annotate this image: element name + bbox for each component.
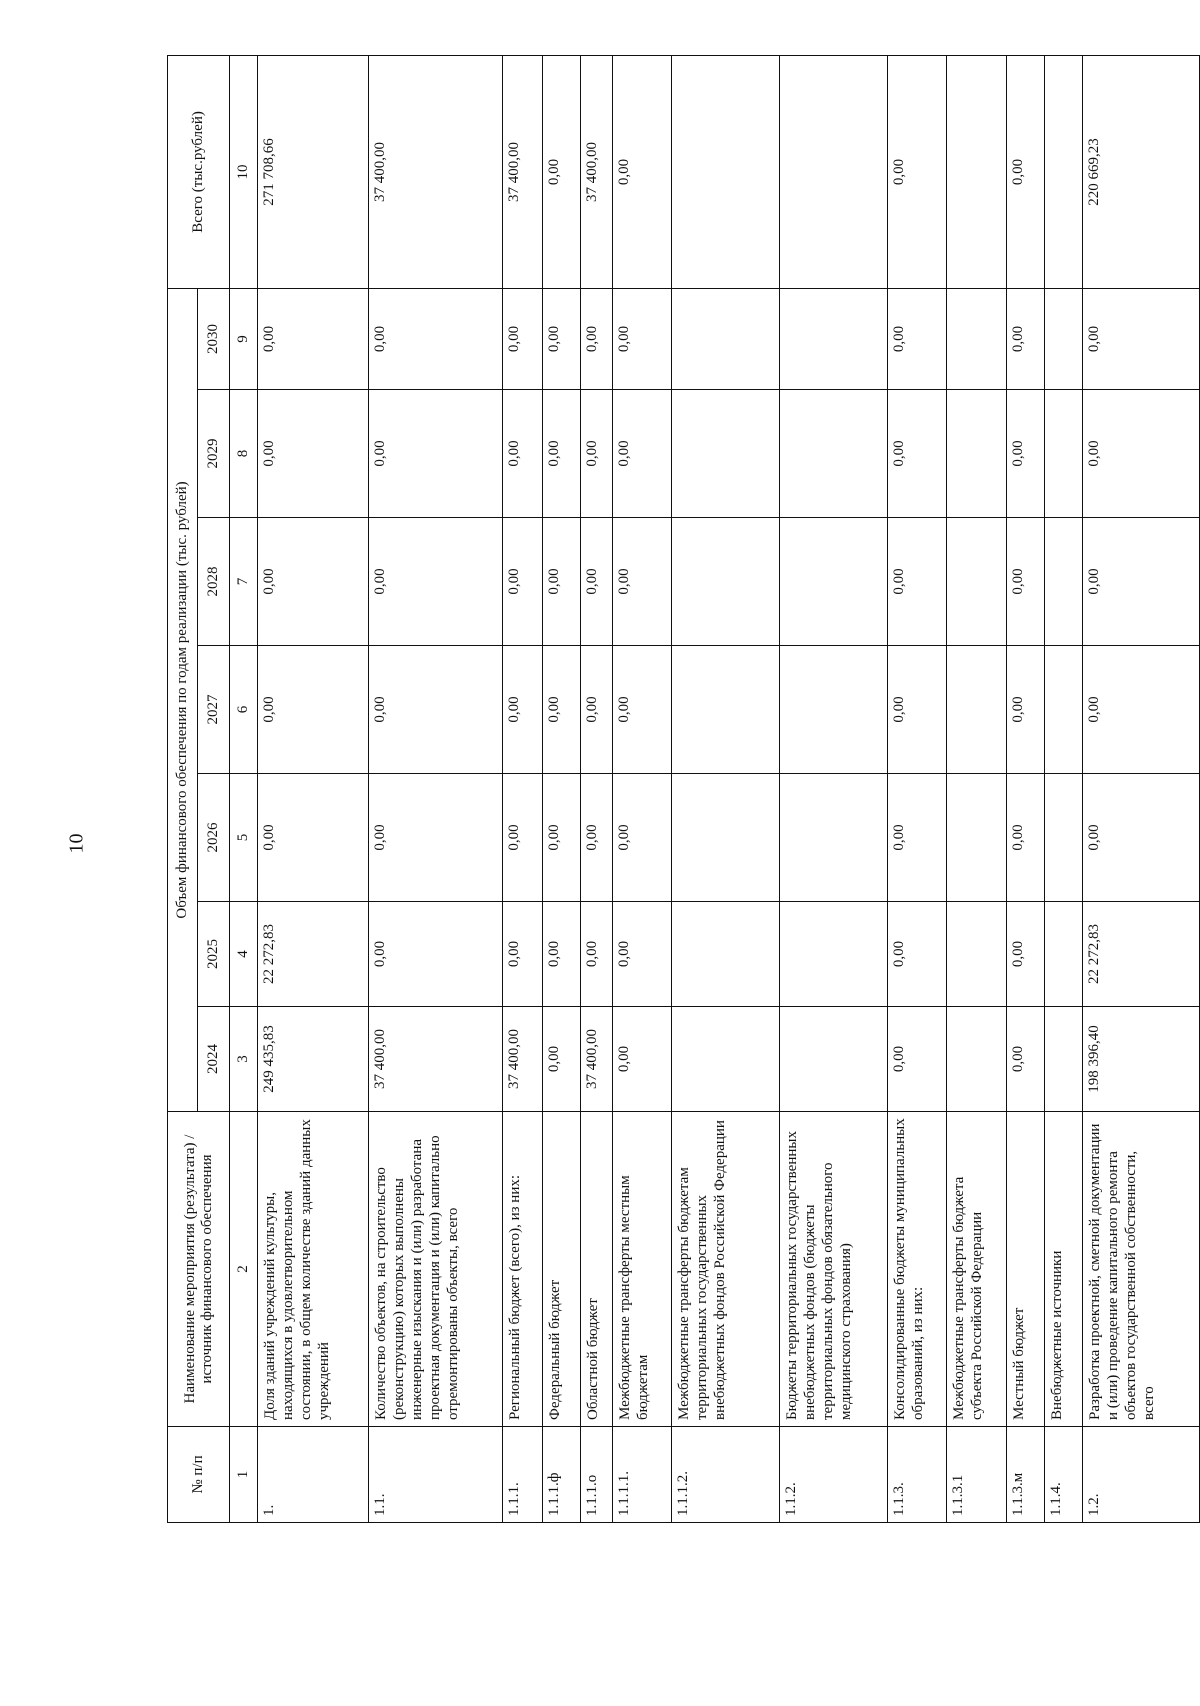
- col-header-name: Наименование мероприятия (результата) / источник финансового обеспечения: [168, 1112, 230, 1427]
- table-row: [542, 55, 580, 1522]
- col-header-year: 2026: [198, 774, 230, 902]
- col-index: 5: [230, 774, 258, 902]
- row-year-value: 0,00: [1006, 1007, 1044, 1112]
- col-index: 4: [230, 902, 258, 1007]
- row-code: 1.1.1.о: [580, 1427, 612, 1523]
- row-total-value: 0,00: [542, 55, 580, 288]
- row-name: Доля зданий учреждений культуры, находящихся в удовлетворительном состоянии, в общем количестве зданий данных учреждений: [258, 1112, 369, 1427]
- table-row: [672, 55, 779, 1522]
- row-code: 1.1.4.: [1045, 1427, 1083, 1523]
- finance-table-rotated: [167, 56, 1200, 1523]
- row-year-value: [947, 288, 1007, 389]
- row-year-value: 0,00: [1006, 646, 1044, 774]
- row-year-value: 0,00: [580, 646, 612, 774]
- row-year-value: [779, 1007, 887, 1112]
- row-total-value: [1045, 55, 1083, 288]
- col-index: 2: [230, 1112, 258, 1427]
- row-year-value: 0,00: [887, 646, 947, 774]
- row-year-value: [1045, 902, 1083, 1007]
- row-year-value: [672, 288, 779, 389]
- row-total-value: 271 708,66: [258, 55, 369, 288]
- table-row: [503, 55, 542, 1522]
- row-year-value: 22 272,83: [258, 902, 369, 1007]
- col-header-year: 2024: [198, 1007, 230, 1112]
- row-year-value: 0,00: [887, 390, 947, 518]
- row-year-value: 0,00: [612, 518, 672, 646]
- row-total-value: 0,00: [1006, 55, 1044, 288]
- row-year-value: [779, 902, 887, 1007]
- row-year-value: 0,00: [542, 390, 580, 518]
- row-year-value: 0,00: [612, 1007, 672, 1112]
- row-year-value: 0,00: [368, 646, 503, 774]
- row-name: Федеральный бюджет: [542, 1112, 580, 1427]
- row-year-value: 0,00: [368, 902, 503, 1007]
- row-year-value: 0,00: [580, 288, 612, 389]
- col-index: 8: [230, 390, 258, 518]
- row-year-value: 0,00: [1083, 288, 1200, 389]
- row-year-value: 0,00: [368, 774, 503, 902]
- col-header-total: Всего (тыс.рублей): [168, 55, 230, 288]
- row-year-value: [947, 518, 1007, 646]
- row-year-value: 0,00: [580, 518, 612, 646]
- row-name: Разработка проектной, сметной документации и (или) проведение капитального ремонта объектов государственной собственности, всего: [1083, 1112, 1200, 1427]
- row-year-value: 0,00: [542, 774, 580, 902]
- row-year-value: 0,00: [503, 902, 542, 1007]
- row-year-value: [672, 902, 779, 1007]
- row-year-value: [672, 646, 779, 774]
- table-row: [1045, 55, 1083, 1522]
- table-row: [258, 55, 369, 1522]
- row-year-value: 0,00: [1083, 646, 1200, 774]
- row-year-value: [779, 774, 887, 902]
- row-year-value: 0,00: [503, 390, 542, 518]
- col-index: 6: [230, 646, 258, 774]
- row-year-value: 0,00: [503, 774, 542, 902]
- row-code: 1.1.1.: [503, 1427, 542, 1523]
- row-year-value: 0,00: [612, 774, 672, 902]
- table-row: [947, 55, 1007, 1522]
- row-year-value: 0,00: [258, 646, 369, 774]
- row-year-value: 0,00: [612, 288, 672, 389]
- row-code: 1.1.1.1.: [612, 1427, 672, 1523]
- row-total-value: 37 400,00: [368, 55, 503, 288]
- row-year-value: 0,00: [580, 774, 612, 902]
- row-year-value: 0,00: [368, 288, 503, 389]
- row-name: Внебюджетные источники: [1045, 1112, 1083, 1427]
- row-year-value: 0,00: [542, 1007, 580, 1112]
- row-year-value: [1045, 774, 1083, 902]
- row-name: Областной бюджет: [580, 1112, 612, 1427]
- row-year-value: 0,00: [1083, 518, 1200, 646]
- row-year-value: 0,00: [368, 390, 503, 518]
- row-year-value: 37 400,00: [503, 1007, 542, 1112]
- col-header-year: 2027: [198, 646, 230, 774]
- row-year-value: 0,00: [542, 518, 580, 646]
- col-header-year: 2030: [198, 288, 230, 389]
- row-year-value: 0,00: [1006, 390, 1044, 518]
- row-year-value: 0,00: [542, 902, 580, 1007]
- row-year-value: [947, 390, 1007, 518]
- row-year-value: [672, 1007, 779, 1112]
- row-year-value: [1045, 288, 1083, 389]
- col-index: 3: [230, 1007, 258, 1112]
- row-name: Межбюджетные трансферты бюджета субъекта Российской Федерации: [947, 1112, 1007, 1427]
- table-row: [612, 55, 672, 1522]
- row-total-value: [779, 55, 887, 288]
- row-year-value: 0,00: [887, 902, 947, 1007]
- row-year-value: 0,00: [503, 518, 542, 646]
- col-index: 9: [230, 288, 258, 389]
- row-code: 1.1.3.: [887, 1427, 947, 1523]
- row-name: Количество объектов, на строительство (реконструкцию) которых выполнены инженерные изыскания и (или) разработана проектная документация и (или) капитально отремонтированы объекты, всего: [368, 1112, 503, 1427]
- row-code: 1.: [258, 1427, 369, 1523]
- row-year-value: 0,00: [503, 646, 542, 774]
- col-index: 1: [230, 1427, 258, 1523]
- row-year-value: [1045, 646, 1083, 774]
- row-code: 1.1.3.1: [947, 1427, 1007, 1523]
- row-name: Бюджеты территориальных государственных внебюджетных фондов (бюджеты территориальных фондов обязательного медицинского страхования): [779, 1112, 887, 1427]
- row-code: 1.2.: [1083, 1427, 1200, 1523]
- table-row: [368, 55, 503, 1522]
- table-row: [779, 55, 887, 1522]
- row-year-value: 0,00: [580, 902, 612, 1007]
- row-year-value: 0,00: [542, 288, 580, 389]
- row-year-value: 0,00: [258, 774, 369, 902]
- row-year-value: [947, 774, 1007, 902]
- row-year-value: [779, 390, 887, 518]
- row-year-value: 22 272,83: [1083, 902, 1200, 1007]
- col-header-years-group: Объем финансового обеспечения по годам реализации (тыс. рублей): [168, 288, 198, 1111]
- row-total-value: 0,00: [612, 55, 672, 288]
- row-code: 1.1.1.2.: [672, 1427, 779, 1523]
- row-year-value: 0,00: [1006, 902, 1044, 1007]
- row-total-value: [672, 55, 779, 288]
- finance-table: [167, 55, 1200, 1523]
- row-year-value: [779, 518, 887, 646]
- row-code: 1.1.: [368, 1427, 503, 1523]
- table-row: [887, 55, 947, 1522]
- row-year-value: 198 396,40: [1083, 1007, 1200, 1112]
- row-year-value: 0,00: [368, 518, 503, 646]
- row-name: Региональный бюджет (всего), из них:: [503, 1112, 542, 1427]
- row-year-value: [1045, 1007, 1083, 1112]
- row-year-value: [947, 1007, 1007, 1112]
- row-year-value: 0,00: [1083, 774, 1200, 902]
- col-header-year: 2029: [198, 390, 230, 518]
- row-year-value: 0,00: [612, 390, 672, 518]
- row-year-value: 37 400,00: [580, 1007, 612, 1112]
- row-year-value: 0,00: [580, 390, 612, 518]
- row-total-value: 0,00: [887, 55, 947, 288]
- row-year-value: 0,00: [612, 646, 672, 774]
- row-year-value: [672, 518, 779, 646]
- row-year-value: [1045, 518, 1083, 646]
- col-header-number: № п/п: [168, 1427, 230, 1523]
- row-year-value: 0,00: [1006, 288, 1044, 389]
- row-year-value: [779, 288, 887, 389]
- col-header-year: 2028: [198, 518, 230, 646]
- row-name: Консолидированные бюджеты муниципальных образований, из них:: [887, 1112, 947, 1427]
- col-index: 10: [230, 55, 258, 288]
- row-year-value: 0,00: [612, 902, 672, 1007]
- row-year-value: [947, 902, 1007, 1007]
- col-header-year: 2025: [198, 902, 230, 1007]
- row-year-value: 0,00: [887, 774, 947, 902]
- row-year-value: 0,00: [1006, 774, 1044, 902]
- table-row: [1083, 55, 1200, 1522]
- row-total-value: [947, 55, 1007, 288]
- row-code: 1.1.3.м: [1006, 1427, 1044, 1523]
- row-total-value: 220 669,23: [1083, 55, 1200, 288]
- row-year-value: [672, 774, 779, 902]
- row-year-value: [672, 390, 779, 518]
- row-total-value: 37 400,00: [580, 55, 612, 288]
- row-year-value: [947, 646, 1007, 774]
- row-year-value: 249 435,83: [258, 1007, 369, 1112]
- row-year-value: 0,00: [258, 518, 369, 646]
- row-total-value: 37 400,00: [503, 55, 542, 288]
- table-row: [580, 55, 612, 1522]
- row-year-value: 0,00: [887, 288, 947, 389]
- row-year-value: 0,00: [1083, 390, 1200, 518]
- row-year-value: 0,00: [887, 1007, 947, 1112]
- row-year-value: 37 400,00: [368, 1007, 503, 1112]
- row-code: 1.1.2.: [779, 1427, 887, 1523]
- table-body: [258, 55, 1200, 1522]
- row-year-value: 0,00: [258, 390, 369, 518]
- row-year-value: 0,00: [887, 518, 947, 646]
- page-number: 10: [65, 833, 88, 854]
- row-name: Межбюджетные трансферты местным бюджетам: [612, 1112, 672, 1427]
- row-year-value: 0,00: [542, 646, 580, 774]
- row-year-value: [779, 646, 887, 774]
- table-row: [1006, 55, 1044, 1522]
- row-year-value: [1045, 390, 1083, 518]
- row-year-value: 0,00: [258, 288, 369, 389]
- row-year-value: 0,00: [503, 288, 542, 389]
- row-name: Местный бюджет: [1006, 1112, 1044, 1427]
- row-code: 1.1.1.ф: [542, 1427, 580, 1523]
- row-year-value: 0,00: [1006, 518, 1044, 646]
- col-index: 7: [230, 518, 258, 646]
- row-name: Межбюджетные трансферты бюджетам территориальных государственных внебюджетных фондов Российской Федерации: [672, 1112, 779, 1427]
